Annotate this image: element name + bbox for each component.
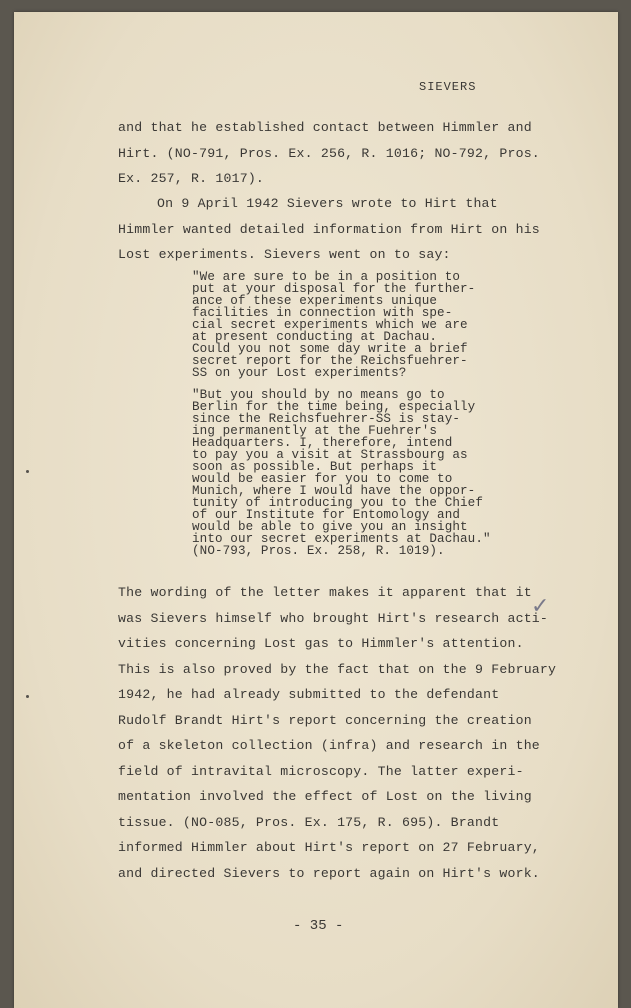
quote-line: Berlin for the time being, especially — [192, 400, 476, 414]
quote-line: Headquarters. I, therefore, intend — [192, 436, 453, 450]
quote-line: ing permanently at the Fuehrer's — [192, 424, 438, 438]
quote-line: at present conducting at Dachau. — [192, 330, 438, 344]
quote-line: Could you not some day write a brief — [192, 342, 468, 356]
quote-line: Munich, where I would have the oppor- — [192, 484, 476, 498]
quote-line: facilities in connection with spe- — [192, 306, 453, 320]
body-line: Rudolf Brandt Hirt's report concerning the creation — [118, 713, 532, 728]
body-line: was Sievers himself who brought Hirt's research acti- — [118, 611, 549, 626]
quote-line: soon as possible. But perhaps it — [192, 460, 438, 474]
quote-line: cial secret experiments which we are — [192, 318, 468, 332]
body-line: and directed Sievers to report again on Hirt's work. — [118, 866, 540, 881]
running-header: SIEVERS — [419, 80, 477, 94]
quote-line: secret report for the Reichsfuehrer- — [192, 354, 468, 368]
quote-line: would be easier for you to come to — [192, 472, 453, 486]
body-line: mentation involved the effect of Lost on the living — [118, 789, 532, 804]
body-line: This is also proved by the fact that on the 9 February — [118, 662, 557, 677]
body-line: The wording of the letter makes it apparent that it — [118, 585, 532, 600]
quote-line: to pay you a visit at Strassbourg as — [192, 448, 468, 462]
quote-line: since the Reichsfuehrer-SS is stay- — [192, 412, 461, 426]
body-line: of a skeleton collection (infra) and research in the — [118, 738, 540, 753]
margin-speck — [26, 695, 29, 698]
body-line: Lost experiments. Sievers went on to say: — [118, 247, 451, 262]
quote-line: (NO-793, Pros. Ex. 258, R. 1019). — [192, 544, 445, 558]
body-line: field of intravital microscopy. The latter experi- — [118, 764, 524, 779]
body-line: tissue. (NO-085, Pros. Ex. 175, R. 695). Brandt — [118, 815, 500, 830]
body-line: informed Himmler about Hirt's report on 27 February, — [118, 840, 540, 855]
page-number: - 35 - — [293, 918, 344, 934]
quote-line: "We are sure to be in a position to — [192, 270, 461, 284]
body-line: Hirt. (NO-791, Pros. Ex. 256, R. 1016; NO-792, Pros. — [118, 146, 540, 161]
quote-line: would be able to give you an insight — [192, 520, 468, 534]
body-line: vities concerning Lost gas to Himmler's attention. — [118, 636, 524, 651]
body-line: On 9 April 1942 Sievers wrote to Hirt that — [157, 196, 498, 211]
quote-line: tunity of introducing you to the Chief — [192, 496, 483, 510]
quote-line: into our secret experiments at Dachau." — [192, 532, 491, 546]
document-page — [14, 12, 618, 1008]
body-line: Ex. 257, R. 1017). — [118, 171, 265, 186]
quote-line: "But you should by no means go to — [192, 388, 445, 402]
body-line: Himmler wanted detailed information from Hirt on his — [118, 222, 540, 237]
quote-line: ance of these experiments unique — [192, 294, 438, 308]
body-line: 1942, he had already submitted to the defendant — [118, 687, 500, 702]
quote-line: SS on your Lost experiments? — [192, 366, 407, 380]
quote-line: put at your disposal for the further- — [192, 282, 476, 296]
body-line: and that he established contact between Himmler and — [118, 120, 532, 135]
check-mark: ✓ — [531, 594, 550, 619]
quote-line: of our Institute for Entomology and — [192, 508, 461, 522]
margin-speck — [26, 470, 29, 473]
